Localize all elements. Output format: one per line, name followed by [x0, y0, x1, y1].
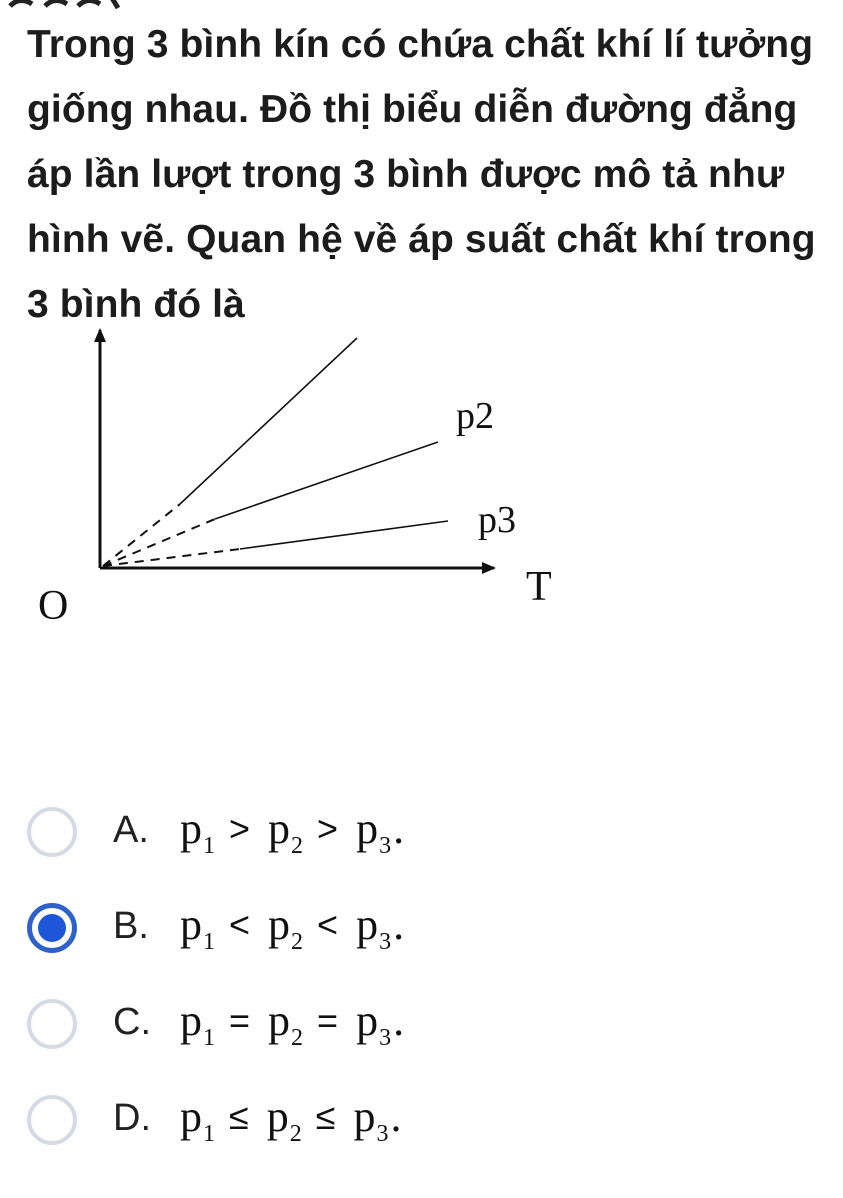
relation-symbol: <: [229, 904, 251, 945]
variable-subscript: 1: [203, 1121, 215, 1147]
variable-symbol: p: [268, 804, 291, 853]
variable-subscript: 2: [289, 1121, 302, 1147]
relation-symbol: >: [229, 808, 251, 849]
variable-symbol: p: [356, 900, 379, 949]
variable-symbol: p: [356, 996, 379, 1045]
option-letter: B.: [113, 905, 149, 947]
relation-symbol: =: [229, 1000, 251, 1041]
option-b[interactable]: [0, 891, 843, 981]
relation-symbol: =: [317, 1000, 339, 1041]
radio-unselected-icon[interactable]: [27, 1095, 77, 1145]
variable-symbol: p: [180, 1092, 202, 1141]
cropped-heading-fragment: [0, 0, 130, 10]
variable-subscript: 1: [203, 1025, 215, 1051]
variable-subscript: 1: [203, 833, 215, 859]
option-c[interactable]: [0, 987, 843, 1077]
isobar-line-2: [215, 442, 438, 519]
option-letter: A.: [113, 809, 149, 851]
variable-subscript: 2: [291, 929, 304, 955]
relation-symbol: <: [317, 904, 339, 945]
option-letter: D.: [113, 1097, 151, 1139]
option-expression: $p_1 < p_2 < p_3$.: [180, 897, 404, 957]
variable-symbol: p: [268, 996, 291, 1045]
question-text: Trong 3 bình kín có chứa chất khí lí tưởng giống nhau. Đồ thị biểu diễn đường đẳng áp lần lượt trong 3 bình được mô tả như hình vẽ. Quan hệ về áp suất chất khí trong 3 bình đó là: [27, 23, 816, 326]
relation-symbol: ≤: [315, 1096, 336, 1137]
variable-subscript: 3: [379, 929, 392, 955]
x-axis-label: T: [526, 564, 552, 610]
variable-symbol: p: [353, 1092, 376, 1141]
isobar-line-3: [240, 521, 448, 549]
variable-symbol: p: [266, 1092, 289, 1141]
isobar-line-1-dashed: [103, 504, 180, 566]
variable-subscript: 3: [379, 833, 392, 859]
variable-subscript: 2: [291, 833, 304, 859]
variable-symbol: p: [180, 996, 202, 1045]
variable-symbol: p: [356, 804, 379, 853]
option-expression: $p_1 > p_2 > p_3$.: [180, 801, 404, 861]
option-letter: C.: [113, 1001, 151, 1043]
line-label-p2: p2: [456, 395, 494, 437]
option-expression: $p_1 \le p_2 \le p_3$.: [180, 1089, 402, 1149]
variable-symbol: p: [268, 900, 291, 949]
line-label-p3: p3: [478, 499, 516, 541]
relation-symbol: ≤: [229, 1096, 249, 1137]
variable-subscript: 3: [376, 1121, 389, 1147]
variable-symbol: p: [180, 900, 202, 949]
variable-symbol: p: [180, 804, 202, 853]
radio-unselected-icon[interactable]: [27, 999, 77, 1049]
option-expression: $p_1 = p_2 = p_3$.: [180, 993, 404, 1053]
variable-subscript: 1: [203, 929, 215, 955]
variable-subscript: 2: [291, 1025, 304, 1051]
origin-label: O: [38, 583, 69, 629]
relation-symbol: >: [317, 808, 339, 849]
variable-subscript: 3: [379, 1025, 392, 1051]
isobar-graph: [0, 316, 620, 646]
radio-unselected-icon[interactable]: [27, 807, 77, 857]
option-d[interactable]: [0, 1083, 843, 1173]
option-a[interactable]: [0, 795, 843, 885]
radio-selected-icon[interactable]: [27, 903, 77, 953]
